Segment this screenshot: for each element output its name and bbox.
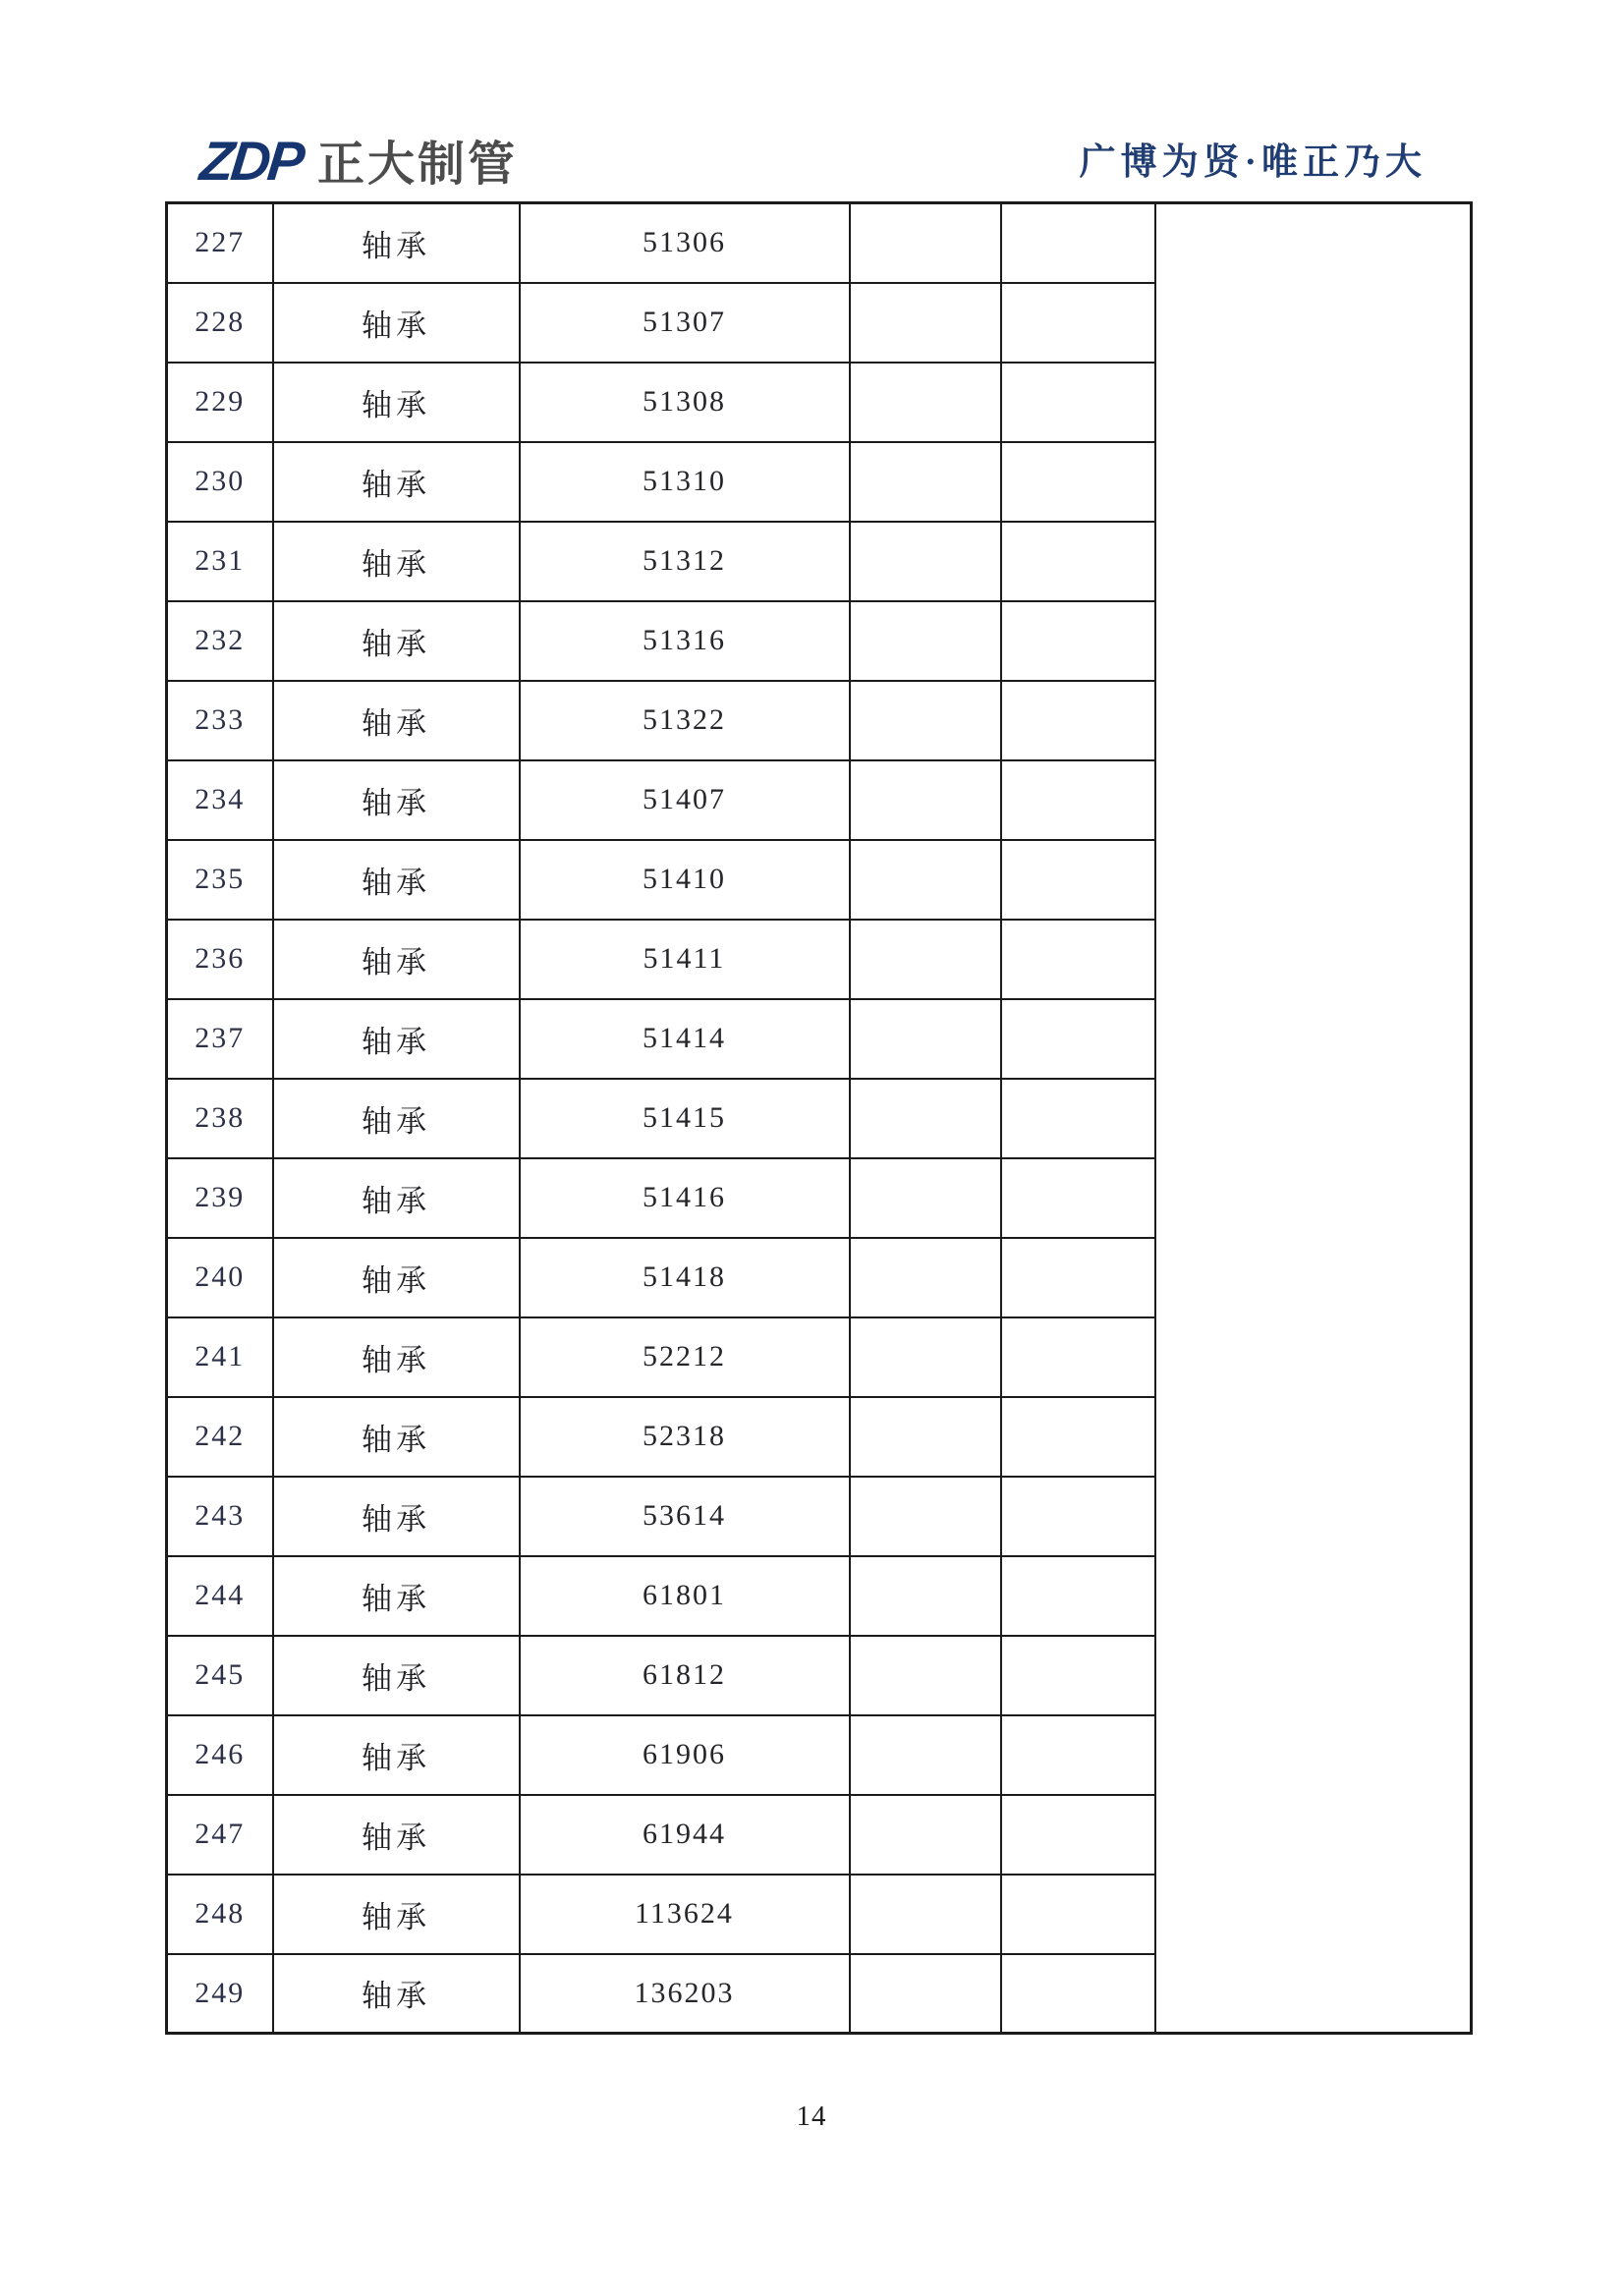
empty-cell-2 [1001, 283, 1155, 363]
empty-cell-2 [1001, 1795, 1155, 1875]
item-name-cell: 轴承 [273, 1158, 520, 1238]
zdp-logo [196, 130, 519, 192]
item-name-cell: 轴承 [273, 920, 520, 999]
empty-cell-2 [1001, 363, 1155, 442]
item-name-cell: 轴承 [273, 1795, 520, 1875]
empty-cell-1 [850, 283, 1001, 363]
empty-cell-1 [850, 363, 1001, 442]
empty-cell-1 [850, 1317, 1001, 1397]
item-name-cell: 轴承 [273, 363, 520, 442]
table-row [167, 203, 1472, 283]
item-name-cell: 轴承 [273, 760, 520, 840]
empty-cell-2 [1001, 522, 1155, 601]
row-index-cell: 232 [167, 601, 273, 681]
empty-cell-2 [1001, 681, 1155, 760]
item-name-cell: 轴承 [273, 1477, 520, 1556]
empty-cell-2 [1001, 1079, 1155, 1158]
row-index-cell: 249 [167, 1954, 273, 2034]
item-name-cell: 轴承 [273, 681, 520, 760]
row-index-cell: 238 [167, 1079, 273, 1158]
item-name-cell: 轴承 [273, 1636, 520, 1715]
item-name-cell: 轴承 [273, 203, 520, 283]
empty-cell-1 [850, 203, 1001, 283]
item-name-cell: 轴承 [273, 1954, 520, 2034]
empty-cell-1 [850, 442, 1001, 522]
row-index-cell: 236 [167, 920, 273, 999]
empty-cell-1 [850, 1238, 1001, 1317]
empty-cell-1 [850, 840, 1001, 920]
row-index-cell: 229 [167, 363, 273, 442]
item-name-cell: 轴承 [273, 442, 520, 522]
empty-cell-1 [850, 1795, 1001, 1875]
empty-cell-2 [1001, 1954, 1155, 2034]
item-name-cell: 轴承 [273, 1397, 520, 1477]
item-name-cell: 轴承 [273, 840, 520, 920]
zdp-logo-text: ZDP [196, 130, 306, 192]
model-number-cell: 51415 [520, 1079, 850, 1158]
empty-cell-2 [1001, 1238, 1155, 1317]
model-number-cell: 51322 [520, 681, 850, 760]
model-number-cell: 51411 [520, 920, 850, 999]
model-number-cell: 136203 [520, 1954, 850, 2034]
empty-cell-2 [1001, 1875, 1155, 1954]
row-index-cell: 231 [167, 522, 273, 601]
row-index-cell: 243 [167, 1477, 273, 1556]
empty-cell-1 [850, 1477, 1001, 1556]
row-index-cell: 240 [167, 1238, 273, 1317]
empty-cell-1 [850, 1556, 1001, 1636]
parts-table [165, 201, 1473, 2035]
remarks-merged-cell [1155, 203, 1472, 2034]
model-number-cell: 113624 [520, 1875, 850, 1954]
item-name-cell: 轴承 [273, 601, 520, 681]
empty-cell-1 [850, 1079, 1001, 1158]
row-index-cell: 245 [167, 1636, 273, 1715]
model-number-cell: 53614 [520, 1477, 850, 1556]
model-number-cell: 51307 [520, 283, 850, 363]
row-index-cell: 234 [167, 760, 273, 840]
model-number-cell: 51316 [520, 601, 850, 681]
model-number-cell: 51312 [520, 522, 850, 601]
row-index-cell: 239 [167, 1158, 273, 1238]
item-name-cell: 轴承 [273, 1715, 520, 1795]
model-number-cell: 51416 [520, 1158, 850, 1238]
item-name-cell: 轴承 [273, 1556, 520, 1636]
row-index-cell: 244 [167, 1556, 273, 1636]
empty-cell-2 [1001, 760, 1155, 840]
model-number-cell: 61944 [520, 1795, 850, 1875]
row-index-cell: 247 [167, 1795, 273, 1875]
empty-cell-2 [1001, 999, 1155, 1079]
empty-cell-2 [1001, 1477, 1155, 1556]
item-name-cell: 轴承 [273, 999, 520, 1079]
empty-cell-1 [850, 999, 1001, 1079]
row-index-cell: 230 [167, 442, 273, 522]
model-number-cell: 61906 [520, 1715, 850, 1795]
row-index-cell: 228 [167, 283, 273, 363]
empty-cell-1 [850, 681, 1001, 760]
model-number-cell: 52318 [520, 1397, 850, 1477]
empty-cell-2 [1001, 920, 1155, 999]
empty-cell-1 [850, 920, 1001, 999]
model-number-cell: 51407 [520, 760, 850, 840]
company-name-text: 正大制管 [317, 139, 519, 191]
model-number-cell: 51414 [520, 999, 850, 1079]
model-number-cell: 51418 [520, 1238, 850, 1317]
company-slogan: 广博为贤·唯正乃大 [1079, 142, 1427, 183]
page-number: 14 [796, 2100, 827, 2132]
empty-cell-1 [850, 1636, 1001, 1715]
item-name-cell: 轴承 [273, 1317, 520, 1397]
row-index-cell: 241 [167, 1317, 273, 1397]
item-name-cell: 轴承 [273, 522, 520, 601]
model-number-cell: 51410 [520, 840, 850, 920]
empty-cell-2 [1001, 1715, 1155, 1795]
empty-cell-1 [850, 1875, 1001, 1954]
row-index-cell: 237 [167, 999, 273, 1079]
empty-cell-2 [1001, 1158, 1155, 1238]
empty-cell-2 [1001, 1636, 1155, 1715]
row-index-cell: 227 [167, 203, 273, 283]
model-number-cell: 61812 [520, 1636, 850, 1715]
row-index-cell: 235 [167, 840, 273, 920]
empty-cell-1 [850, 1397, 1001, 1477]
empty-cell-2 [1001, 1397, 1155, 1477]
model-number-cell: 61801 [520, 1556, 850, 1636]
row-index-cell: 242 [167, 1397, 273, 1477]
row-index-cell: 248 [167, 1875, 273, 1954]
item-name-cell: 轴承 [273, 1238, 520, 1317]
row-index-cell: 233 [167, 681, 273, 760]
empty-cell-1 [850, 760, 1001, 840]
row-index-cell: 246 [167, 1715, 273, 1795]
model-number-cell: 51306 [520, 203, 850, 283]
empty-cell-1 [850, 601, 1001, 681]
item-name-cell: 轴承 [273, 1875, 520, 1954]
empty-cell-1 [850, 1715, 1001, 1795]
empty-cell-2 [1001, 1317, 1155, 1397]
model-number-cell: 52212 [520, 1317, 850, 1397]
item-name-cell: 轴承 [273, 283, 520, 363]
empty-cell-2 [1001, 442, 1155, 522]
empty-cell-2 [1001, 203, 1155, 283]
model-number-cell: 51308 [520, 363, 850, 442]
parts-table-body [167, 203, 1472, 2034]
page-header [0, 0, 1623, 201]
empty-cell-2 [1001, 601, 1155, 681]
empty-cell-1 [850, 522, 1001, 601]
empty-cell-2 [1001, 840, 1155, 920]
empty-cell-1 [850, 1158, 1001, 1238]
empty-cell-2 [1001, 1556, 1155, 1636]
model-number-cell: 51310 [520, 442, 850, 522]
empty-cell-1 [850, 1954, 1001, 2034]
item-name-cell: 轴承 [273, 1079, 520, 1158]
